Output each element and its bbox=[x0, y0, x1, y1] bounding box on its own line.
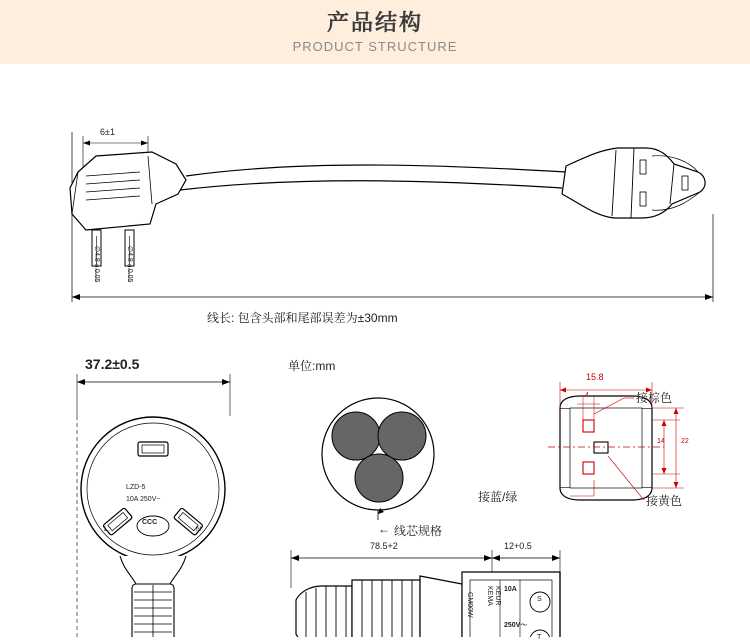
diagram-canvas bbox=[0, 64, 750, 641]
mark-keur: KEUR bbox=[494, 586, 501, 606]
connector-body-length: 78.5+2 bbox=[370, 541, 398, 551]
diagram-linework bbox=[0, 64, 750, 637]
connector-tip-length: 12+0.5 bbox=[504, 541, 532, 551]
plug-model: LZD-5 bbox=[126, 484, 146, 491]
connector-height-dim-2: 22 bbox=[681, 438, 689, 445]
unit-note: 单位:mm bbox=[288, 359, 336, 373]
cable-spec-arrow-icon: ← bbox=[378, 522, 390, 536]
plug-width-dimension: 6±1 bbox=[100, 127, 115, 137]
label-blue-green-wire: 接蓝/绿 bbox=[478, 490, 518, 504]
cable-length-note: 线长: 包含头部和尾部误差为±30mm bbox=[207, 311, 398, 325]
page-title-cn: 产品结构 bbox=[326, 10, 423, 35]
cable-spec-label: 线芯规格 bbox=[394, 524, 443, 538]
connector-rating: 10A bbox=[504, 586, 517, 593]
plug-face-diameter: 37.2±0.5 bbox=[85, 356, 140, 372]
connector-voltage: 250V～ bbox=[504, 622, 528, 629]
pin-dimension-left: ∅4.8±0.05 bbox=[93, 246, 100, 283]
mark-gm: GM00W bbox=[466, 592, 473, 618]
plug-cert-mark: CCC bbox=[142, 519, 158, 526]
connector-sub-dim: 4 bbox=[585, 392, 589, 399]
page-title-en: PRODUCT STRUCTURE bbox=[292, 39, 458, 54]
badge-s: S bbox=[537, 596, 542, 603]
pin-dimension-right: ∅4.8±0.05 bbox=[126, 246, 133, 283]
connector-height-dim-1: 14 bbox=[657, 438, 665, 445]
plug-pin-l: L bbox=[104, 526, 108, 533]
plug-pin-n: N bbox=[196, 526, 202, 533]
connector-width-dim: 15.8 bbox=[586, 372, 604, 382]
badge-t: T bbox=[537, 634, 542, 641]
label-brown-wire: 接棕色 bbox=[636, 391, 673, 405]
plug-rating: 10A 250V~ bbox=[126, 496, 161, 503]
page-header bbox=[0, 0, 750, 64]
mark-kema: KEMA bbox=[486, 586, 493, 606]
label-yellow-wire: 接黄色 bbox=[646, 494, 683, 508]
